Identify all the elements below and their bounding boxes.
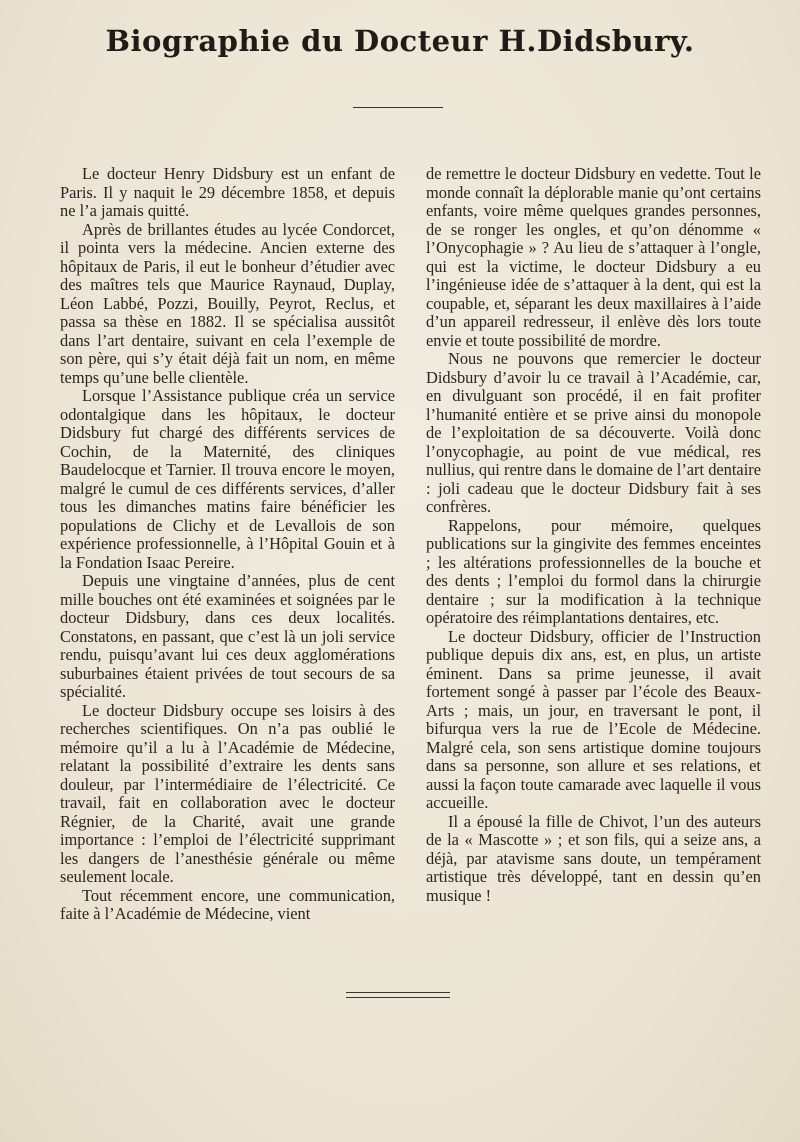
paragraph: Rappelons, pour mémoire, quelques publications sur la gingivite des femmes enceintes ; les altérations professionnelles de la bouche et des dents ; l’emploi du formol dans la chirurgie dentaire ; sur la modification à la technique opératoire des réimplantations dentaires, etc. <box>426 515 761 627</box>
paragraph: Il a épousé la fille de Chivot, l’un des auteurs de la « Mascotte » ; et son fils, qui a seize ans, a déjà, par atavisme sans doute, un tempérament artistique très développé, tant en dessin qu’en musique ! <box>426 811 761 905</box>
paragraph: Lorsque l’Assistance publique créa un service odontalgique dans les hôpitaux, le docteur Didsbury fut chargé des différents services de Cochin, de la Maternité, des cliniques Baudelocque et Tarnier. Il trouva encore le moyen, malgré le cumul de ces différents services, d’aller tous les dimanches matins faire bénéficier les populations de Clichy et de Levallois de son expérience professionnelle, à l’Hôpital Gouin et à la Fondation Isaac Pereire. <box>60 386 395 572</box>
paragraph: Depuis une vingtaine d’années, plus de cent mille bouches ont été examinées et soignées par le docteur Didsbury, dans ces deux localités. Constatons, en passant, que c’est là un joli service rendu, puisqu’avant lui ces deux agglomérations suburbaines étaient privées de tout secours de sa spécialité. <box>60 571 395 701</box>
paragraph: Le docteur Didsbury, officier de l’Instruction publique depuis dix ans, est, en plus, un artiste éminent. Dans sa prime jeunesse, il avait fortement songé à passer par l’école des Beaux-Arts ; mais, un jour, en traversant le pont, il bifurqua vers la rue de l’Ecole de Médecine. Malgré cela, son sens artistique domine toujours dans sa personne, son allure et ses relations, et aussi la façon toute camarade avec laquelle il vous accueille. <box>426 626 761 812</box>
paragraph: Après de brillantes études au lycée Condorcet, il pointa vers la médecine. Ancien externe des hôpitaux de Paris, il eut le bonheur d’étudier avec des maîtres tels que Maurice Raynaud, Duplay, Léon Labbé, Pozzi, Bouilly, Peyrot, Reclus, et passa sa thèse en 1882. Il se spécialisa aussitôt dans l’art dentaire, suivant en cela l’exemple de son père, qui s’y était déjà fait un nom, en même temps qu’une belle clientèle. <box>60 219 395 387</box>
right-column <box>426 165 761 905</box>
title-divider <box>353 107 443 108</box>
paragraph: Le docteur Henry Didsbury est un enfant de Paris. Il y naquit le 29 décembre 1858, et depuis ne l’a jamais quitté. <box>60 164 395 220</box>
left-column <box>60 165 395 924</box>
paragraph: Tout récemment encore, une communication, faite à l’Académie de Médecine, vient <box>60 885 395 923</box>
end-divider <box>346 992 450 998</box>
page-title: Biographie du Docteur H.Didsbury. <box>105 24 695 58</box>
paragraph: Nous ne pouvons que remercier le docteur Didsbury d’avoir lu ce travail à l’Académie, car, en divulguant son procédé, il en fait profiter l’humanité entière et se prive ainsi du monopole de l’exploitation de sa découverte. Voilà donc l’onycophagie, au point de vue médical, res nullius, qui rentre dans le domaine de l’art dentaire : joli cadeau que le docteur Didsbury fait à ses confrères. <box>426 349 761 516</box>
paragraph: Le docteur Didsbury occupe ses loisirs à des recherches scientifiques. On n’a pas oublié le mémoire qu’il a lu à l’Académie de Médecine, relatant la possibilité d’extraire les dents sans douleur, par l’intermédiaire de l’électricité. Ce travail, fait en collaboration avec le docteur Régnier, de la Charité, avait une grande importance : l’emploi de l’électricité supprimant les dangers de l’anesthésie générale ou même seulement locale. <box>60 700 395 886</box>
paragraph-continued: de remettre le docteur Didsbury en vedette. Tout le monde connaît la déplorable manie qu’ont certains enfants, voire même quelques grandes personnes, de se ronger les ongles, et qu’on dénomme « l’Onycophagie » ? Au lieu de s’attaquer à l’ongle, qui est la victime, le docteur Didsbury a eu l’ingénieuse idée de s’attaquer à la dent, qui est la coupable, et, séparant les deux maxillaires à l’aide d’un appareil redresseur, il enlève dès lors toute envie et toute possibilité de mordre. <box>426 164 761 350</box>
